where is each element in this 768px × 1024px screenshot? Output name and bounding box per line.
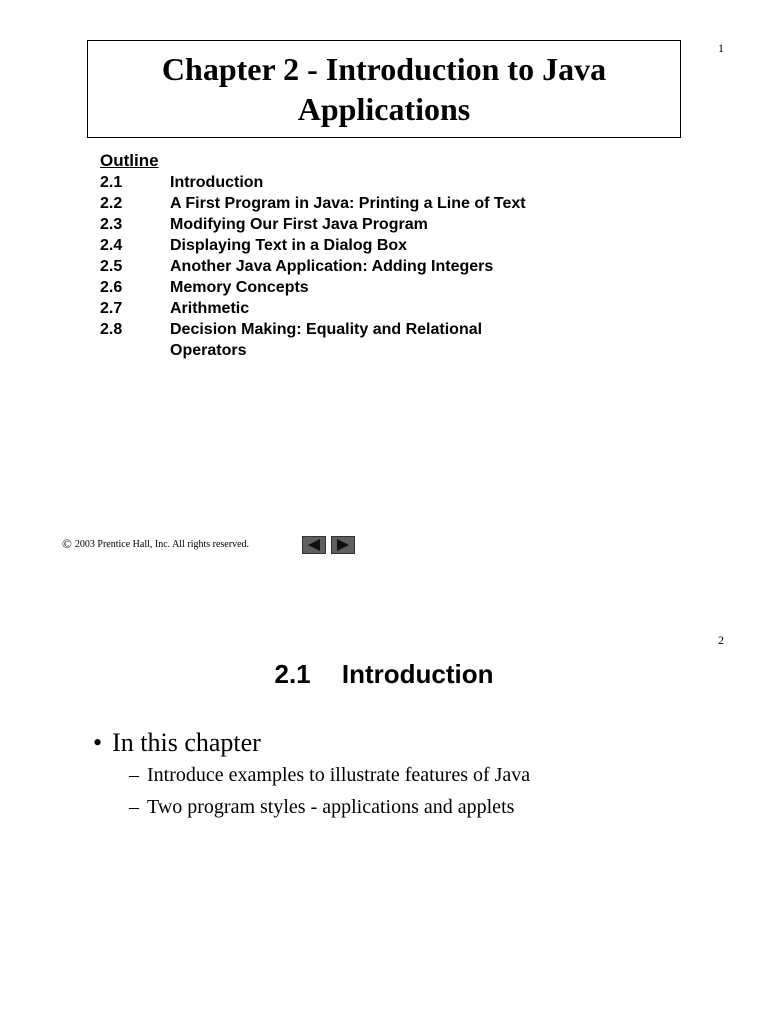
outline-item	[100, 193, 570, 214]
copyright-footer	[62, 536, 249, 552]
outline-item-number: 2.4	[100, 237, 123, 254]
sub-bullet-item	[129, 764, 530, 787]
outline-item-title: Displaying Text in a Dialog Box	[170, 237, 408, 254]
outline-item-number: 2.3	[100, 216, 123, 233]
previous-slide-button[interactable]	[302, 536, 326, 554]
outline-item-number: 2.8	[100, 321, 123, 338]
section-title: Introduction	[341, 659, 494, 689]
sub-bullet-text: Introduce examples to illustrate features of Java	[147, 764, 531, 786]
sub-bullet-text: Two program styles - applications and applets	[147, 796, 515, 818]
outline-item	[100, 172, 570, 193]
outline-item-title: Another Java Application: Adding Integers	[170, 258, 494, 275]
outline	[100, 150, 570, 361]
bullet-icon: •	[93, 728, 103, 757]
outline-item-number: 2.7	[100, 300, 123, 317]
chapter-title: Chapter 2 - Introduction to Java Applications	[161, 51, 607, 127]
outline-item	[100, 256, 570, 277]
outline-item-number: 2.5	[100, 258, 123, 275]
outline-item-title: Modifying Our First Java Program	[170, 216, 428, 233]
outline-item	[100, 298, 570, 319]
outline-item-number: 2.6	[100, 279, 123, 296]
outline-item	[100, 235, 570, 256]
bullet-text: In this chapter	[112, 728, 261, 757]
outline-item-title: Memory Concepts	[170, 279, 309, 296]
sub-bullet-item	[129, 796, 514, 819]
outline-item	[100, 319, 570, 361]
outline-item-number: 2.1	[100, 174, 123, 191]
outline-heading: Outline	[100, 151, 159, 170]
outline-item	[100, 277, 570, 298]
bullet-item	[93, 728, 261, 758]
left-arrow-icon	[306, 539, 322, 551]
dash-icon: –	[129, 764, 139, 786]
outline-item-number: 2.2	[100, 195, 123, 212]
page-number-2: 2	[718, 633, 724, 647]
copyright-text: 2003 Prentice Hall, Inc. All rights reserved.	[74, 538, 250, 550]
right-arrow-icon	[335, 539, 351, 551]
next-slide-button[interactable]	[331, 536, 355, 554]
copyright-symbol: ©	[62, 536, 72, 551]
outline-item-title: A First Program in Java: Printing a Line of Text	[170, 195, 526, 212]
dash-icon: –	[129, 796, 139, 818]
section-number: 2.1	[274, 659, 311, 689]
outline-item-title: Arithmetic	[170, 300, 250, 317]
outline-item-title: Decision Making: Equality and Relational Operators	[170, 321, 483, 359]
page-number-1: 1	[718, 41, 724, 55]
section-heading	[0, 659, 768, 690]
outline-item	[100, 214, 570, 235]
outline-item-title: Introduction	[170, 174, 264, 191]
chapter-title-box	[87, 40, 681, 138]
